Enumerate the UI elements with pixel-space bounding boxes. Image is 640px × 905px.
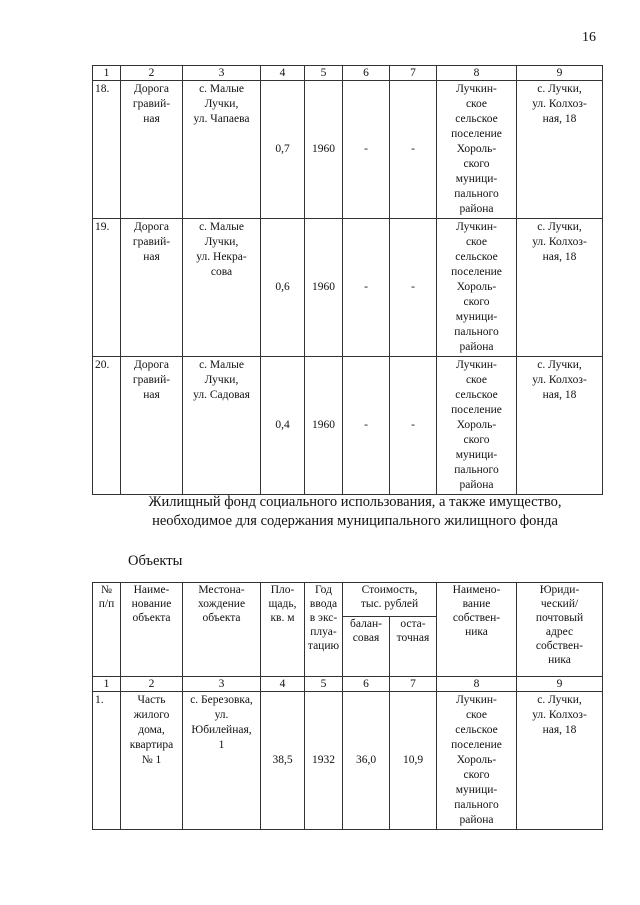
header-balance: балан- совая bbox=[343, 617, 390, 677]
object-area: 0,4 bbox=[261, 357, 305, 495]
residual-cost: - bbox=[390, 357, 437, 495]
table-row bbox=[93, 219, 603, 357]
table-row bbox=[93, 81, 603, 219]
residual-cost: 10,9 bbox=[390, 692, 437, 830]
objects-label: Объекты bbox=[128, 553, 183, 569]
header-name: Наиме- нование объекта bbox=[121, 583, 183, 677]
column-number: 3 bbox=[183, 677, 261, 692]
balance-cost: - bbox=[343, 81, 390, 219]
object-location: с. Малые Лучки, ул. Чапаева bbox=[183, 81, 261, 219]
column-number: 1 bbox=[93, 677, 121, 692]
table-row bbox=[93, 692, 603, 830]
header-year: Год ввода в экс- плуа- тацию bbox=[305, 583, 343, 677]
row-number: 1. bbox=[93, 692, 121, 830]
balance-cost: - bbox=[343, 357, 390, 495]
page-number: 16 bbox=[582, 30, 596, 45]
owner-name: Лучкин- ское сельское поселение Хороль- ского муници- пального района bbox=[437, 357, 517, 495]
section-heading: Жилищный фонд социального использования, а также имущество, необходимое для содержания муниципального жилищного фонда bbox=[148, 494, 562, 529]
column-number: 4 bbox=[261, 677, 305, 692]
owner-name: Лучкин- ское сельское поселение Хороль- ского муници- пального района bbox=[437, 81, 517, 219]
column-number: 9 bbox=[517, 677, 603, 692]
header-cost: Стоимость, тыс. рублей bbox=[343, 583, 437, 617]
column-number: 4 bbox=[261, 66, 305, 81]
object-name: Часть жилого дома, квартира № 1 bbox=[121, 692, 183, 830]
residual-cost: - bbox=[390, 219, 437, 357]
header-owner: Наимено- вание собствен- ника bbox=[437, 583, 517, 677]
object-location: с. Малые Лучки, ул. Некра- сова bbox=[183, 219, 261, 357]
header-residual: оста- точная bbox=[390, 617, 437, 677]
balance-cost: - bbox=[343, 219, 390, 357]
row-number: 18. bbox=[93, 81, 121, 219]
header-num: № п/п bbox=[93, 583, 121, 677]
object-name: Дорога гравий- ная bbox=[121, 219, 183, 357]
column-number: 8 bbox=[437, 66, 517, 81]
header-area: Пло- щадь, кв. м bbox=[261, 583, 305, 677]
owner-address: с. Лучки, ул. Колхоз- ная, 18 bbox=[517, 81, 603, 219]
column-number: 6 bbox=[343, 677, 390, 692]
column-number: 5 bbox=[305, 677, 343, 692]
object-year: 1960 bbox=[305, 357, 343, 495]
column-number: 8 bbox=[437, 677, 517, 692]
header-row bbox=[93, 583, 603, 617]
owner-name: Лучкин- ское сельское поселение Хороль- ского муници- пального района bbox=[437, 692, 517, 830]
owner-address: с. Лучки, ул. Колхоз- ная, 18 bbox=[517, 357, 603, 495]
row-number: 20. bbox=[93, 357, 121, 495]
object-year: 1960 bbox=[305, 219, 343, 357]
object-name: Дорога гравий- ная bbox=[121, 81, 183, 219]
roads-table bbox=[92, 65, 603, 495]
residual-cost: - bbox=[390, 81, 437, 219]
object-year: 1960 bbox=[305, 81, 343, 219]
balance-cost: 36,0 bbox=[343, 692, 390, 830]
object-location: с. Малые Лучки, ул. Садовая bbox=[183, 357, 261, 495]
housing-table bbox=[92, 582, 603, 830]
column-number: 5 bbox=[305, 66, 343, 81]
object-area: 0,7 bbox=[261, 81, 305, 219]
column-number-row bbox=[93, 66, 603, 81]
header-address: Юриди- ческий/ почтовый адрес собствен- ника bbox=[517, 583, 603, 677]
owner-address: с. Лучки, ул. Колхоз- ная, 18 bbox=[517, 219, 603, 357]
column-number-row bbox=[93, 677, 603, 692]
column-number: 3 bbox=[183, 66, 261, 81]
object-year: 1932 bbox=[305, 692, 343, 830]
object-area: 0,6 bbox=[261, 219, 305, 357]
column-number: 2 bbox=[121, 677, 183, 692]
column-number: 7 bbox=[390, 677, 437, 692]
owner-address: с. Лучки, ул. Колхоз- ная, 18 bbox=[517, 692, 603, 830]
object-name: Дорога гравий- ная bbox=[121, 357, 183, 495]
object-area: 38,5 bbox=[261, 692, 305, 830]
header-location: Местона- хождение объекта bbox=[183, 583, 261, 677]
table-row bbox=[93, 357, 603, 495]
column-number: 9 bbox=[517, 66, 603, 81]
object-location: с. Березовка, ул. Юбилейная, 1 bbox=[183, 692, 261, 830]
column-number: 2 bbox=[121, 66, 183, 81]
column-number: 7 bbox=[390, 66, 437, 81]
column-number: 1 bbox=[93, 66, 121, 81]
column-number: 6 bbox=[343, 66, 390, 81]
row-number: 19. bbox=[93, 219, 121, 357]
owner-name: Лучкин- ское сельское поселение Хороль- ского муници- пального района bbox=[437, 219, 517, 357]
